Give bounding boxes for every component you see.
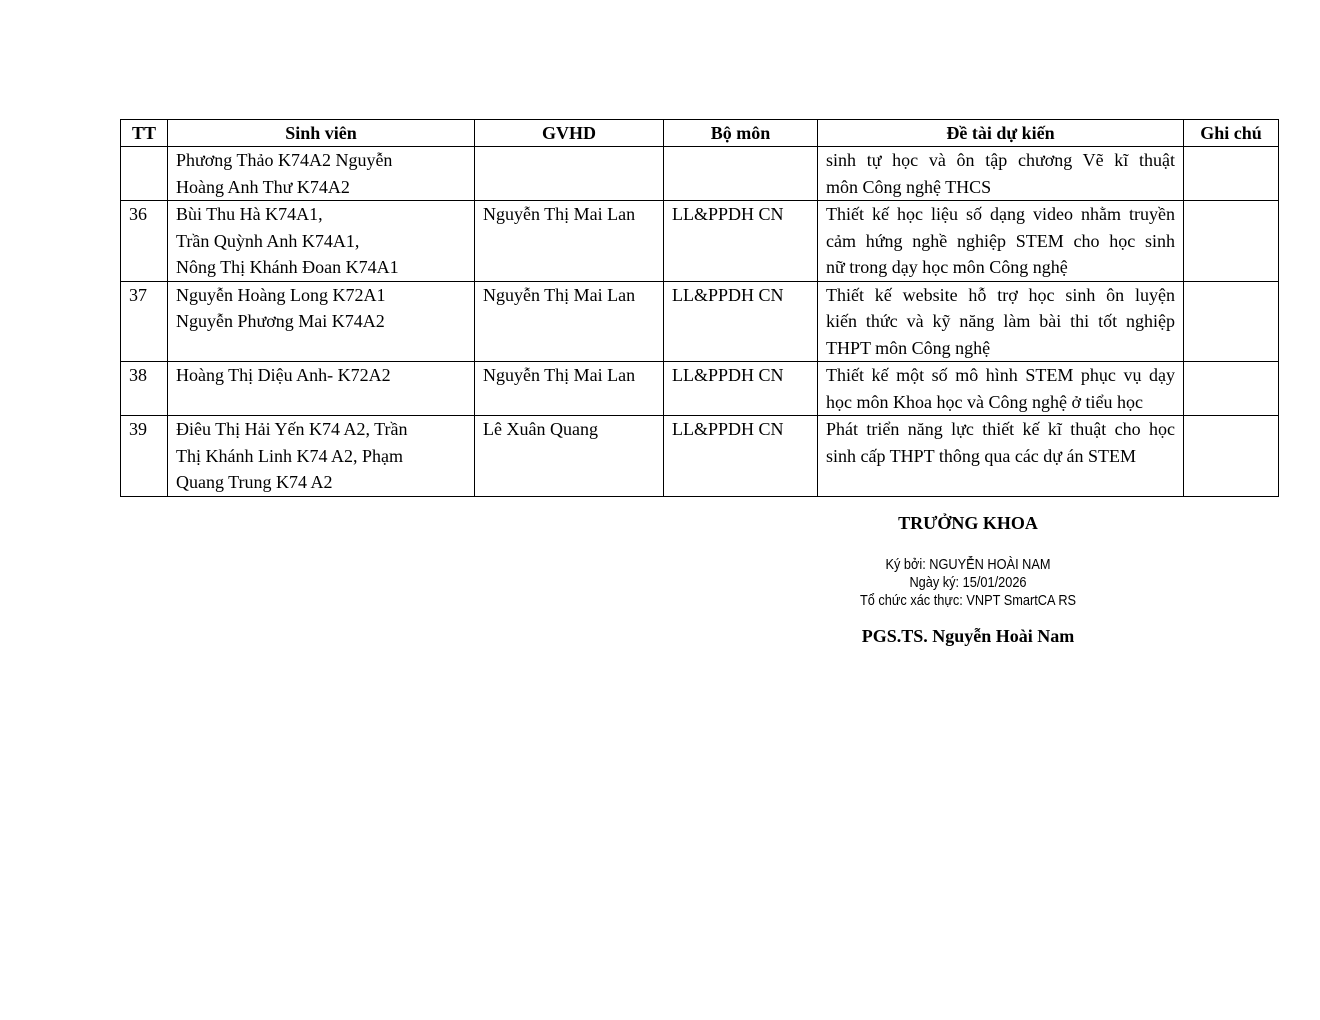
student-line: Nông Thị Khánh Đoan K74A1 xyxy=(176,257,399,277)
student-line: Nguyễn Phương Mai K74A2 xyxy=(176,311,385,331)
cell-department: LL&PPDH CN xyxy=(664,201,818,282)
header-students: Sinh viên xyxy=(168,120,475,147)
topic-line: môn Công nghệ THCS xyxy=(826,176,992,197)
topic-line: nữ trong dạy học môn Công nghệ xyxy=(826,257,1068,277)
cell-students xyxy=(168,362,475,416)
header-note: Ghi chú xyxy=(1184,120,1279,147)
cell-students xyxy=(168,201,475,282)
topic-line: THPT môn Công nghệ xyxy=(826,337,991,358)
table-header xyxy=(121,120,1279,147)
cell-department: LL&PPDH CN xyxy=(664,416,818,497)
table-row xyxy=(121,362,1279,416)
topic-line: học môn Khoa học và Công nghệ ở tiểu học xyxy=(826,391,1143,412)
signature-block xyxy=(840,510,1096,649)
topics-table-container xyxy=(120,119,1278,497)
cell-topic xyxy=(818,147,1184,201)
cell-department: LL&PPDH CN xyxy=(664,281,818,362)
student-line: Bùi Thu Hà K74A1, xyxy=(176,204,323,224)
cell-topic xyxy=(818,201,1184,282)
header-row xyxy=(121,120,1279,147)
student-line: Phương Thảo K74A2 Nguyễn xyxy=(176,150,393,170)
topic-line: sinh cấp THPT thông qua các dự án STEM xyxy=(826,445,1137,466)
cell-tt: 37 xyxy=(121,281,168,362)
cell-students xyxy=(168,147,475,201)
signed-by: Ký bởi: NGUYỄN HOÀI NAM xyxy=(885,557,1051,573)
digital-signature-stamp xyxy=(855,556,1080,610)
student-line: Điêu Thị Hải Yến K74 A2, Trần xyxy=(176,419,408,439)
cell-advisor: Nguyễn Thị Mai Lan xyxy=(475,201,664,282)
cell-advisor xyxy=(475,147,664,201)
student-line: Nguyễn Hoàng Long K72A1 xyxy=(176,284,386,305)
cell-department xyxy=(664,147,818,201)
signature-authority: Tổ chức xác thực: VNPT SmartCA RS xyxy=(859,593,1077,609)
table-body xyxy=(121,147,1279,497)
topic-line: cảm hứng nghề nghiệp STEM cho học sinh xyxy=(826,230,1175,251)
topic-line: kiến thức và kỹ năng làm bài thi tốt nghiệp xyxy=(826,311,1175,331)
cell-tt: 36 xyxy=(121,201,168,282)
cell-topic xyxy=(818,416,1184,497)
signed-date: Ngày ký: 15/01/2026 xyxy=(909,575,1027,591)
topic-line: sinh tự học và ôn tập chương Vẽ kĩ thuật xyxy=(826,150,1175,170)
cell-note xyxy=(1184,416,1279,497)
cell-students xyxy=(168,416,475,497)
student-line: Hoàng Anh Thư K74A2 xyxy=(176,176,350,197)
cell-department: LL&PPDH CN xyxy=(664,362,818,416)
header-department: Bộ môn xyxy=(664,120,818,147)
topic-line: Thiết kế website hỗ trợ học sinh ôn luyện xyxy=(826,284,1175,305)
header-tt: TT xyxy=(121,120,168,147)
cell-note xyxy=(1184,147,1279,201)
topic-line: Thiết kế học liệu số dạng video nhằm truyền xyxy=(826,204,1175,224)
cell-note xyxy=(1184,362,1279,416)
cell-topic xyxy=(818,362,1184,416)
table-row xyxy=(121,416,1279,497)
signer-name: PGS.TS. Nguyễn Hoài Nam xyxy=(861,626,1075,646)
cell-advisor: Nguyễn Thị Mai Lan xyxy=(475,281,664,362)
topics-table xyxy=(120,119,1279,497)
student-line: Quang Trung K74 A2 xyxy=(176,472,333,492)
cell-advisor: Nguyễn Thị Mai Lan xyxy=(475,362,664,416)
header-topic: Đề tài dự kiến xyxy=(818,120,1184,147)
signature-title: TRƯỞNG KHOA xyxy=(898,513,1038,533)
cell-topic xyxy=(818,281,1184,362)
cell-note xyxy=(1184,201,1279,282)
cell-tt: 38 xyxy=(121,362,168,416)
topic-line: Thiết kế một số mô hình STEM phục vụ dạy xyxy=(826,365,1175,385)
table-row xyxy=(121,201,1279,282)
student-line: Trần Quỳnh Anh K74A1, xyxy=(176,230,360,251)
table-row xyxy=(121,147,1279,201)
student-line: Hoàng Thị Diệu Anh- K72A2 xyxy=(176,365,391,385)
header-advisor: GVHD xyxy=(475,120,664,147)
topic-line: Phát triển năng lực thiết kế kĩ thuật cho học xyxy=(826,419,1175,439)
cell-tt xyxy=(121,147,168,201)
cell-advisor: Lê Xuân Quang xyxy=(475,416,664,497)
student-line: Thị Khánh Linh K74 A2, Phạm xyxy=(176,445,403,466)
table-row xyxy=(121,281,1279,362)
cell-students xyxy=(168,281,475,362)
cell-note xyxy=(1184,281,1279,362)
cell-tt: 39 xyxy=(121,416,168,497)
